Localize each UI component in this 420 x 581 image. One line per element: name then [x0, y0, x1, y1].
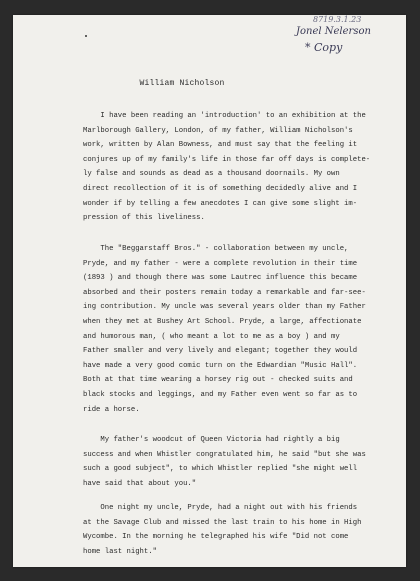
text-line: My father's woodcut of Queen Victoria had rightly a big — [83, 436, 340, 444]
paragraph-4 — [83, 501, 361, 559]
paragraph-2 — [83, 242, 366, 417]
text-line: Pryde, and my father - were a complete revolution in their time — [83, 259, 358, 268]
paragraph-3 — [83, 433, 366, 491]
text-line: when they met at Bushey Art School. Pryde, a large, affectionate — [83, 317, 362, 326]
text-line: conjures up of my family's life in those far off days is complete- — [83, 155, 371, 164]
handwritten-note-name: Jonel Nelerson — [296, 26, 371, 37]
text-line: have said that about you." — [83, 479, 197, 488]
text-line: work, written by Alan Bowness, and must say that the feeling it — [83, 141, 358, 150]
text-line: have made a very good comic turn on the Edwardian "Music Hall". — [83, 361, 358, 370]
text-line: pression of this liveliness. — [83, 214, 205, 223]
text-line: black stocks and leggings, and my Father even went so far as to — [83, 390, 358, 399]
text-line: Both at that time wearing a horsey rig out - checked suits and — [83, 376, 353, 385]
text-line: (1893 ) and though there was some Lautrec influence this became — [83, 274, 358, 283]
text-line: ly false and sounds as dead as a thousand doornails. My own — [83, 170, 340, 179]
document-page — [13, 15, 406, 567]
handwritten-note-copy: * Copy — [305, 41, 343, 54]
document-title: William Nicholson — [139, 79, 225, 88]
text-line: The "Beggarstaff Bros." - collaboration between my uncle, — [83, 245, 349, 253]
text-line: wonder if by telling a few anecdotes I can give some slight im- — [83, 199, 358, 208]
text-line: at the Savage Club and missed the last train to his home in High — [83, 518, 362, 527]
text-line: I have been reading an 'introduction' to an exhibition at the — [83, 112, 366, 120]
ink-dot — [85, 35, 87, 37]
text-line: ride a horse. — [83, 405, 140, 414]
text-line: such a good subject", to which Whistler replied "she might well — [83, 465, 358, 474]
text-line: direct recollection of it is of something decidedly alive and I — [83, 184, 358, 193]
paragraph-1 — [83, 109, 370, 226]
archive-reference-note: 8719.3.1.23 — [313, 15, 362, 24]
text-line: Father smaller and very lively and elegant; together they would — [83, 347, 358, 356]
text-line: and humorous man, ( who meant a lot to me as a boy ) and my — [83, 332, 340, 341]
text-line: home last night." — [83, 547, 157, 556]
text-line: success and when Whistler congratulated him, he said "but she was — [83, 450, 366, 459]
text-line: absorbed and their posters remain today a remarkable and far-see- — [83, 288, 366, 297]
text-line: Wycombe. In the morning he telegraphed his wife "Did not come — [83, 533, 349, 542]
text-line: ing contribution. My uncle was several years older than my Father — [83, 303, 366, 312]
text-line: Marlborough Gallery, London, of my father, William Nicholson's — [83, 126, 353, 135]
text-line: One night my uncle, Pryde, had a night out with his friends — [83, 504, 358, 512]
